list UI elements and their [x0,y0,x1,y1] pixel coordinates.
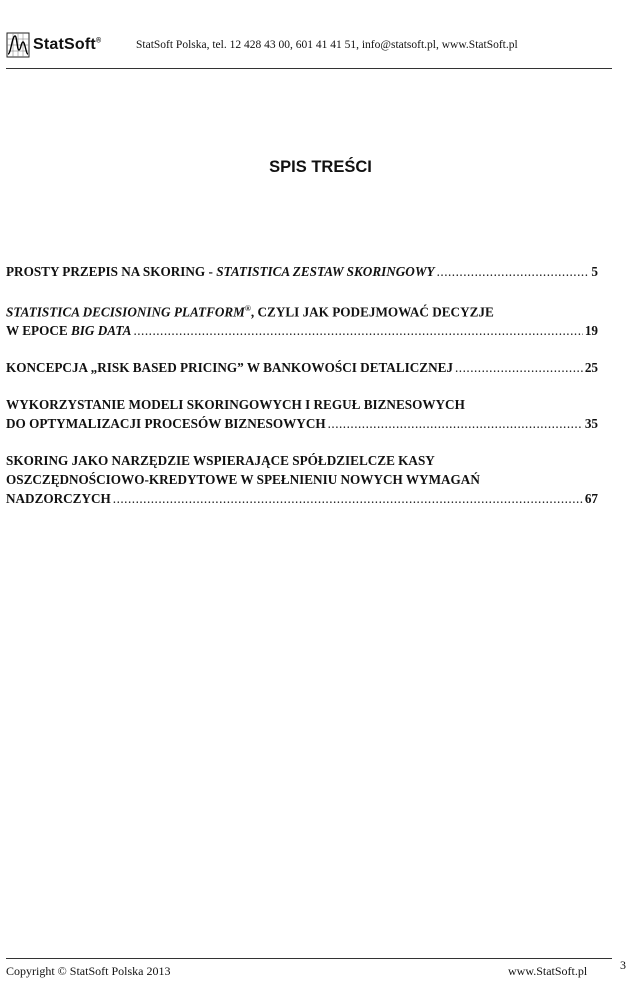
toc-entry-title: KONCEPCJA „RISK BASED PRICING” W BANKOWOŚCI DETALICZNEJ [6,360,453,376]
toc-page-number: 35 [584,416,598,432]
footer-divider [6,958,612,959]
toc-entry-title: , CZYLI JAK PODEJMOWAĆ DECYZJE [250,304,494,320]
page-title: SPIS TREŚCI [269,158,372,176]
logo-registered-mark: ® [95,37,102,45]
footer-website[interactable]: www.StatSoft.pl [508,964,588,978]
toc-leader-dots [437,262,590,281]
table-of-contents [6,262,598,526]
toc-entry-title: DO OPTYMALIZACJI PROCESÓW BIZNESOWYCH [6,416,326,432]
toc-entry[interactable] [6,262,598,281]
statsoft-logo-icon [6,32,30,58]
logo-wordmark [33,36,101,54]
toc-entry-title-italic: STATISTICA ZESTAW SKORINGOWY [216,264,435,279]
toc-page-number: 67 [584,491,598,507]
header-contact: StatSoft Polska, tel. 12 428 43 00, 601 41 41 51, info@statsoft.pl, www.StatSoft.pl [136,39,518,51]
toc-leader-dots [328,414,583,433]
toc-page-number: 5 [591,264,598,279]
toc-entry-title: WYKORZYSTANIE MODELI SKORINGOWYCH I REGUŁ BIZNESOWYCH [6,397,465,413]
toc-entry-title: PROSTY PRZEPIS NA SKORING - [6,264,217,279]
toc-entry-title: NADZORCZYCH [6,491,111,507]
toc-entry[interactable] [6,358,598,377]
registered-mark: ® [244,304,251,313]
logo-text: StatSoft [33,36,96,53]
page-header [6,28,612,68]
toc-entry[interactable] [6,299,598,340]
toc-entry-title: OSZCZĘDNOŚCIOWO-KREDYTOWE W SPEŁNIENIU NOWYCH WYMAGAŃ [6,472,480,488]
page-number: 3 [620,958,626,972]
statsoft-logo [6,28,101,62]
toc-leader-dots [133,321,582,340]
toc-entry-title: SKORING JAKO NARZĘDZIE WSPIERAJĄCE SPÓŁDZIELCZE KASY [6,453,435,469]
toc-entry-title-italic: BIG DATA [70,323,132,339]
toc-entry[interactable] [6,395,598,433]
toc-page-number: 19 [584,323,598,339]
toc-entry-title-italic: STATISTICA DECISIONING PLATFORM [6,304,245,320]
toc-leader-dots [113,489,583,508]
toc-page-number: 25 [584,360,598,376]
toc-entry[interactable] [6,451,598,508]
toc-entry-title: W EPOCE [6,323,71,339]
footer-copyright: Copyright © StatSoft Polska 2013 [6,964,171,978]
header-divider [6,68,612,69]
toc-leader-dots [455,358,583,377]
